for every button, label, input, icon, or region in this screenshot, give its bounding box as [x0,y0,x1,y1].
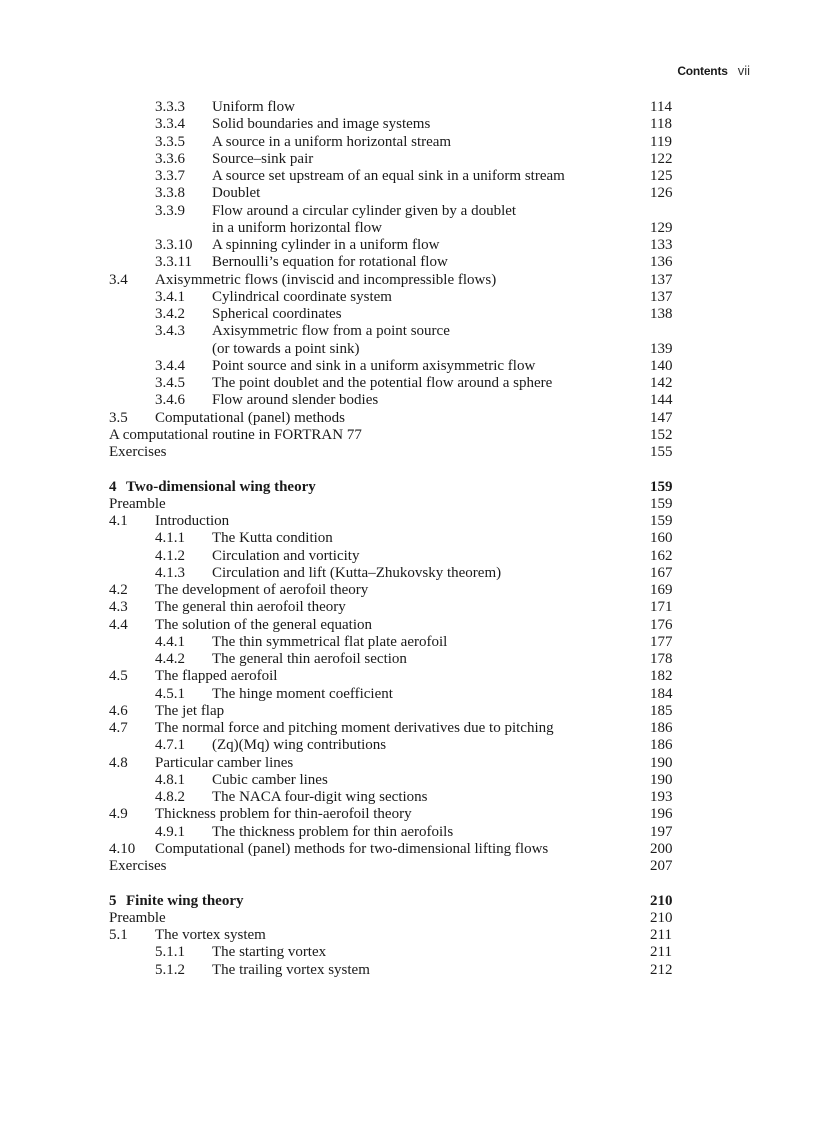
toc-entry-page: 167 [650,564,673,581]
toc-entry-number: 3.4 [109,271,128,288]
toc-entry-page: 171 [650,599,673,616]
toc-entry-page: 186 [650,737,673,754]
toc-entry[interactable] [0,185,816,202]
toc-entry-page: 211 [650,927,672,943]
toc-entry-number: 4.1.3 [155,564,185,581]
toc-entry-title: Circulation and lift (Kutta–Zhukovsky theorem) [212,564,502,581]
toc-entry[interactable] [0,168,816,185]
toc-entry-title: Particular camber lines [155,754,294,771]
toc-entry-title: Spherical coordinates [212,306,342,322]
toc-entry-title: The development of aerofoil theory [155,582,369,598]
toc-entry-page: 186 [650,720,673,736]
toc-entry[interactable] [0,392,816,409]
toc-entry[interactable] [0,323,816,340]
toc-entry[interactable] [0,806,816,823]
toc-entry-page: 118 [650,116,672,133]
toc-entry-title: Flow around a circular cylinder given by a doublet [212,202,517,219]
toc-entry-number: 4.5.1 [155,685,185,702]
toc-entry-page: 210 [650,909,673,926]
toc-entry-number: 4.1.2 [155,547,185,564]
toc-entry-page: 138 [650,306,673,322]
toc-entry[interactable] [0,703,816,720]
toc-entry-title: Point source and sink in a uniform axisymmetric flow [212,357,536,374]
toc-entry[interactable] [0,944,816,961]
toc-entry-page: 152 [650,426,673,443]
toc-entry-number: 4.3 [109,599,128,616]
toc-entry-number: 3.5 [109,409,128,426]
toc-entry-page: 162 [650,547,673,564]
toc-entry[interactable] [0,427,816,444]
toc-entry-page: 176 [650,616,673,633]
toc-entry[interactable] [0,116,816,133]
toc-entry-title: The jet flap [155,702,225,719]
toc-entry-title: Axisymmetric flow from a point source [212,323,450,340]
toc-entry-page: 190 [650,771,673,788]
toc-entry-page: 159 [650,478,673,495]
toc-entry-title: The normal force and pitching moment derivatives due to pitching [155,720,554,736]
toc-entry-page: 212 [650,961,673,978]
toc-entry[interactable] [0,686,816,703]
toc-entry-page: 210 [650,892,673,909]
toc-entry[interactable] [0,410,816,427]
toc-entry-page: 129 [650,219,673,236]
toc-entry-number: 4.7 [109,720,128,736]
toc-entry-title: The vortex system [155,927,266,943]
toc-entry-title: Doublet [212,185,261,202]
toc-entry-title: The point doublet and the potential flow around a sphere [212,375,553,391]
toc-entry-title: (Zq)(Mq) wing contributions [212,737,387,754]
toc-entry-number: 4.1.1 [155,530,185,547]
toc-entry-title: Preamble [109,495,166,512]
toc-entry-title: in a uniform horizontal flow [212,219,382,236]
toc-entry[interactable] [0,306,816,323]
toc-entry-page: 197 [650,823,673,840]
toc-entry-page: 142 [650,375,673,391]
running-head [677,62,750,80]
toc-entry[interactable] [0,789,816,806]
toc-entry-number: 5 [109,892,117,909]
toc-entry[interactable] [0,341,816,358]
toc-entry-number: 4.8.1 [155,771,185,788]
toc-entry-number: 4.10 [109,840,136,857]
toc-chapter-heading[interactable] [0,479,816,496]
toc-entry-number: 3.4.5 [155,375,185,391]
toc-entry-number: 4.9.1 [155,823,185,840]
toc-entry-page: 136 [650,254,673,271]
toc-entry-page: 133 [650,237,673,253]
toc-entry-page: 182 [650,668,673,685]
toc-entry-title: Cubic camber lines [212,771,328,788]
toc-entry-number: 4.4.1 [155,633,185,650]
toc-entry-title: Computational (panel) methods [155,409,345,426]
section-spacer [0,875,816,892]
toc-entry-number: 4.4 [109,616,128,633]
toc-entry-title: A spinning cylinder in a uniform flow [212,237,440,253]
toc-entry-title: Finite wing theory [126,892,244,909]
toc-entry[interactable] [0,99,816,116]
toc-entry-number: 4.4.2 [155,651,185,667]
toc-entry-title: The flapped aerofoil [155,668,278,685]
toc-entry[interactable] [0,755,816,772]
toc-entry-title: The trailing vortex system [212,961,370,978]
toc-entry-number: 4.5 [109,668,128,685]
toc-entry-title: Axisymmetric flows (inviscid and incompressible flows) [155,271,497,288]
toc-entry-number: 3.3.4 [155,116,185,133]
running-head-label: Contents [677,64,728,78]
toc-entry-number: 4.8 [109,754,128,771]
toc-entry[interactable] [0,634,816,651]
toc-entry-page: 207 [650,858,673,874]
toc-entry-title: Bernoulli’s equation for rotational flow [212,254,448,271]
toc-entry-title: Computational (panel) methods for two-dimensional lifting flows [155,840,549,857]
page-numeral: vii [737,63,750,78]
toc-entry[interactable] [0,565,816,582]
toc-entry-page: 139 [650,340,673,357]
toc-entry-title: (or towards a point sink) [212,340,360,357]
toc-entry-title: Two-dimensional wing theory [126,478,316,495]
toc-entry-title: The thickness problem for thin aerofoils [212,823,454,840]
toc-entry-title: Introduction [155,513,230,529]
toc-entry[interactable] [0,496,816,513]
toc-entry-number: 3.3.6 [155,150,185,167]
toc-entry-title: Exercises [109,858,167,874]
toc-entry-number: 3.3.8 [155,185,185,202]
table-of-contents [0,99,816,979]
toc-entry-page: 196 [650,806,673,823]
toc-entry-title: Flow around slender bodies [212,392,379,409]
toc-entry[interactable] [0,548,816,565]
toc-entry[interactable] [0,358,816,375]
toc-entry-page: 159 [650,495,673,512]
toc-entry-page: 178 [650,651,673,667]
toc-entry[interactable] [0,668,816,685]
toc-entry-title: Exercises [109,444,167,460]
toc-entry-page: 193 [650,789,673,805]
toc-entry-page: 160 [650,530,673,547]
toc-entry[interactable] [0,617,816,634]
toc-entry-page: 177 [650,633,673,650]
toc-entry-number: 5.1 [109,927,128,943]
toc-entry-number: 3.3.11 [155,254,192,271]
toc-entry-number: 3.4.2 [155,306,185,322]
toc-entry-title: A source set upstream of an equal sink in a uniform stream [212,168,565,184]
toc-chapter-heading[interactable] [0,893,816,910]
toc-entry[interactable] [0,720,816,737]
toc-entry[interactable] [0,841,816,858]
toc-entry[interactable] [0,203,816,220]
toc-entry-page: 147 [650,409,673,426]
toc-entry[interactable] [0,582,816,599]
toc-entry-page: 126 [650,185,673,202]
toc-entry-number: 4.2 [109,582,128,598]
toc-entry[interactable] [0,444,816,461]
toc-entry-number: 3.3.10 [155,237,193,253]
toc-entry-number: 3.4.3 [155,323,185,340]
toc-entry-number: 3.4.6 [155,392,185,409]
toc-entry-title: The Kutta condition [212,530,333,547]
toc-entry-page: 155 [650,444,673,460]
toc-entry[interactable] [0,962,816,979]
toc-entry-page: 140 [650,357,673,374]
toc-entry-page: 211 [650,944,672,961]
toc-entry-number: 3.3.5 [155,133,185,150]
toc-entry-title: The solution of the general equation [155,616,373,633]
toc-entry-number: 4 [109,478,117,495]
toc-entry-title: The NACA four-digit wing sections [212,789,428,805]
toc-entry[interactable] [0,237,816,254]
toc-entry-title: Thickness problem for thin-aerofoil theory [155,806,412,823]
toc-entry[interactable] [0,910,816,927]
toc-entry-title: The thin symmetrical flat plate aerofoil [212,633,448,650]
toc-entry-page: 125 [650,168,673,184]
toc-entry[interactable] [0,599,816,616]
toc-entry-title: Solid boundaries and image systems [212,116,431,133]
toc-entry-page: 169 [650,582,673,598]
toc-entry-number: 4.9 [109,806,128,823]
toc-entry[interactable] [0,220,816,237]
toc-entry-title: The hinge moment coefficient [212,685,393,702]
toc-entry[interactable] [0,651,816,668]
toc-entry-page: 137 [650,288,673,305]
toc-entry-number: 3.3.3 [155,99,185,115]
toc-entry[interactable] [0,254,816,271]
toc-entry-number: 3.4.1 [155,288,185,305]
toc-entry-number: 4.1 [109,513,128,529]
toc-entry-page: 119 [650,133,672,150]
toc-entry-title: Cylindrical coordinate system [212,288,392,305]
toc-entry[interactable] [0,530,816,547]
toc-entry-page: 200 [650,840,673,857]
toc-entry-page: 114 [650,99,672,115]
section-spacer [0,461,816,478]
toc-entry-page: 144 [650,392,673,409]
toc-entry-number: 4.8.2 [155,789,185,805]
toc-entry-number: 4.6 [109,702,128,719]
toc-entry-number: 3.3.7 [155,168,185,184]
toc-entry[interactable] [0,737,816,754]
toc-entry-title: Preamble [109,909,166,926]
toc-entry[interactable] [0,513,816,530]
toc-entry-number: 4.7.1 [155,737,185,754]
toc-entry-title: The general thin aerofoil theory [155,599,346,616]
toc-entry-number: 5.1.2 [155,961,185,978]
toc-entry[interactable] [0,134,816,151]
toc-entry-page: 185 [650,702,673,719]
toc-entry-title: A source in a uniform horizontal stream [212,133,452,150]
toc-entry-page: 159 [650,513,673,529]
toc-entry-title: The starting vortex [212,944,327,961]
toc-entry[interactable] [0,375,816,392]
toc-entry-title: Source–sink pair [212,150,314,167]
toc-entry-page: 184 [650,685,673,702]
toc-entry[interactable] [0,824,816,841]
toc-entry[interactable] [0,927,816,944]
toc-entry-number: 5.1.1 [155,944,185,961]
toc-entry[interactable] [0,858,816,875]
toc-entry-number: 3.4.4 [155,357,185,374]
toc-entry[interactable] [0,289,816,306]
toc-entry-number: 3.3.9 [155,202,185,219]
toc-entry-page: 190 [650,754,673,771]
toc-entry-page: 137 [650,271,673,288]
toc-entry[interactable] [0,772,816,789]
toc-entry-title: Circulation and vorticity [212,547,360,564]
toc-entry-title: A computational routine in FORTRAN 77 [109,426,362,443]
toc-entry[interactable] [0,272,816,289]
toc-entry-page: 122 [650,150,673,167]
toc-entry-title: The general thin aerofoil section [212,651,407,667]
toc-entry[interactable] [0,151,816,168]
toc-entry-title: Uniform flow [212,99,295,115]
